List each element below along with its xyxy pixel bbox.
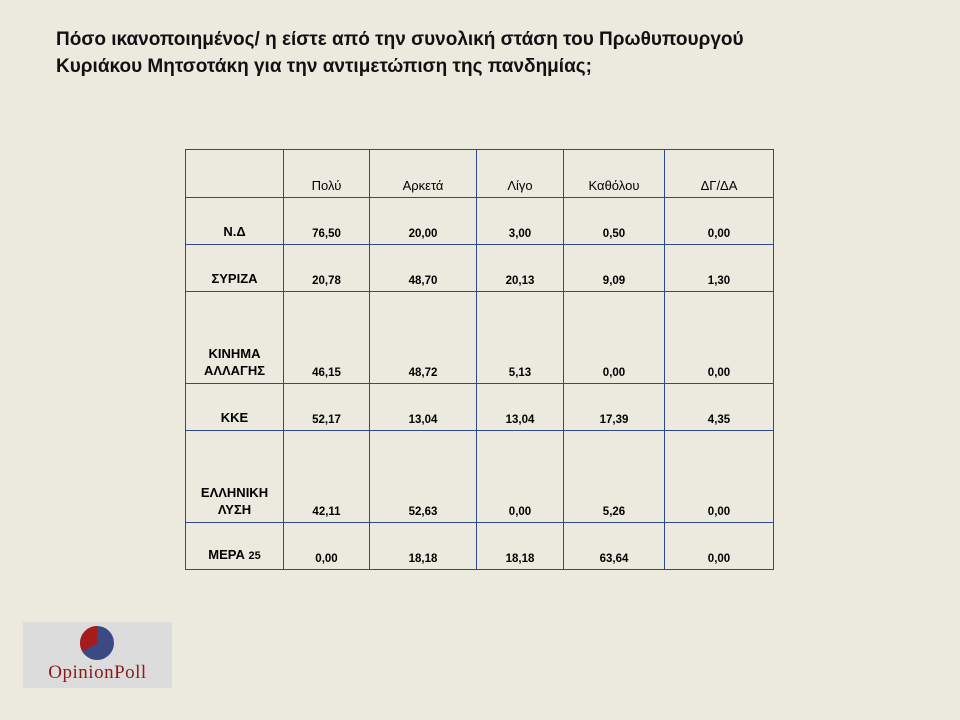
value-cell: 0,00 [665, 431, 774, 523]
table-row [186, 431, 774, 523]
column-header-ligo: Λίγο [477, 150, 564, 198]
pie-logo-icon [73, 624, 121, 662]
column-header-katholou: Καθόλου [564, 150, 665, 198]
value-cell: 13,04 [477, 384, 564, 431]
column-header-arketa: Αρκετά [370, 150, 477, 198]
value-cell: 52,17 [284, 384, 370, 431]
value-cell: 63,64 [564, 523, 665, 570]
party-name-line-1: ΚΙΝΗΜΑ [208, 346, 261, 361]
table-row [186, 198, 774, 245]
column-header-party [186, 150, 284, 198]
value-cell: 17,39 [564, 384, 665, 431]
value-cell: 5,26 [564, 431, 665, 523]
value-cell: 0,00 [665, 523, 774, 570]
party-cell [186, 523, 284, 570]
party-cell [186, 245, 284, 292]
value-cell: 48,72 [370, 292, 477, 384]
value-cell: 0,50 [564, 198, 665, 245]
value-cell: 20,78 [284, 245, 370, 292]
opinionpoll-logo [23, 622, 172, 688]
party-cell [186, 431, 284, 523]
value-cell: 52,63 [370, 431, 477, 523]
value-cell: 0,00 [477, 431, 564, 523]
value-cell: 18,18 [477, 523, 564, 570]
value-cell: 20,00 [370, 198, 477, 245]
value-cell: 46,15 [284, 292, 370, 384]
party-name: ΣΥΡΙΖΑ [211, 271, 258, 286]
column-header-poly: Πολύ [284, 150, 370, 198]
value-cell: 20,13 [477, 245, 564, 292]
value-cell: 0,00 [564, 292, 665, 384]
logo-text: OpinionPoll [48, 662, 147, 683]
party-cell [186, 384, 284, 431]
party-name-line-1: ΕΛΛΗΝΙΚΗ [200, 485, 269, 500]
value-cell: 5,13 [477, 292, 564, 384]
value-cell: 9,09 [564, 245, 665, 292]
party-cell [186, 292, 284, 384]
value-cell: 0,00 [665, 198, 774, 245]
satisfaction-table [185, 149, 774, 570]
party-name-line-2: ΛΥΣΗ [217, 502, 252, 517]
party-name: ΚΚΕ [220, 410, 249, 425]
table-header-row [186, 150, 774, 198]
value-cell: 3,00 [477, 198, 564, 245]
party-name: Ν.Δ [223, 224, 246, 239]
table-row [186, 384, 774, 431]
title-line-1: Πόσο ικανοποιημένος/ η είστε από την συνολική στάση του Πρωθυπουργού [56, 29, 744, 50]
table-row [186, 523, 774, 570]
party-cell [186, 198, 284, 245]
value-cell: 13,04 [370, 384, 477, 431]
title-line-2: Κυριάκου Μητσοτάκη για την αντιμετώπιση της πανδημίας; [56, 56, 592, 77]
value-cell: 0,00 [284, 523, 370, 570]
table-row [186, 245, 774, 292]
value-cell: 0,00 [665, 292, 774, 384]
value-cell: 76,50 [284, 198, 370, 245]
column-header-dgda: ΔΓ/ΔΑ [665, 150, 774, 198]
party-name-number: 25 [248, 550, 261, 562]
value-cell: 18,18 [370, 523, 477, 570]
value-cell: 42,11 [284, 431, 370, 523]
value-cell: 1,30 [665, 245, 774, 292]
table-row [186, 292, 774, 384]
value-cell: 48,70 [370, 245, 477, 292]
page-title [56, 26, 896, 80]
value-cell: 4,35 [665, 384, 774, 431]
party-name: ΜΕΡΑ [208, 547, 245, 562]
party-name-line-2: ΑΛΛΑΓΗΣ [203, 363, 266, 378]
